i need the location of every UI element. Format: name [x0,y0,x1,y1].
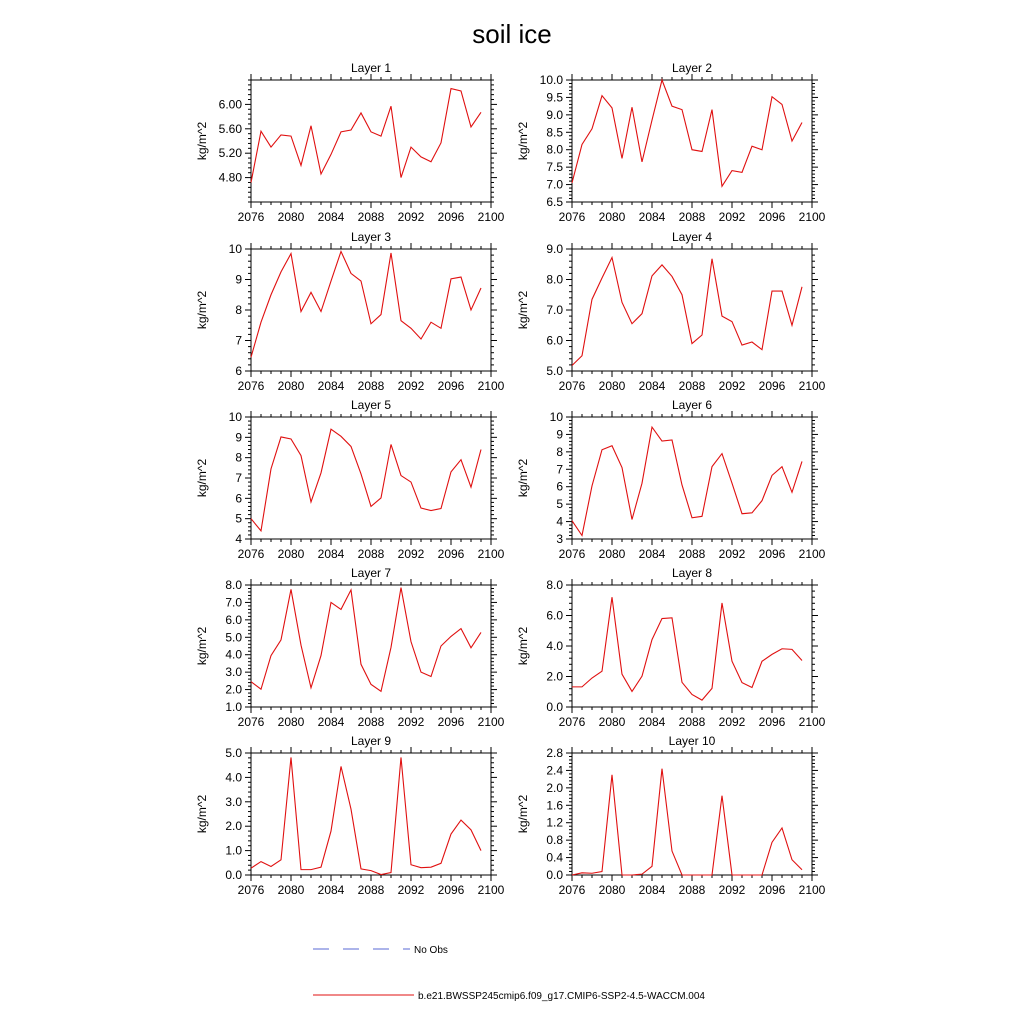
x-tick-label: 2100 [798,547,826,561]
y-tick-label: 3.0 [225,794,242,809]
y-tick-label: 10 [549,410,563,424]
y-tick-label: 2.0 [546,669,563,684]
y-tick-label: 1.0 [225,843,242,858]
x-tick-label: 2096 [437,210,465,224]
x-tick-label: 2100 [798,379,826,393]
x-tick-label: 2100 [477,210,505,224]
x-tick-label: 2092 [718,883,746,897]
x-tick-label: 2092 [718,715,746,729]
plot-frame [251,80,491,202]
x-tick-label: 2092 [397,547,425,561]
plot-frame [251,417,491,539]
y-tick-label: 10.0 [539,73,563,87]
y-tick-label: 0.0 [225,868,242,882]
x-tick-label: 2084 [317,715,345,729]
y-tick-label: 2.8 [546,746,563,760]
x-tick-label: 2080 [598,547,626,561]
y-tick-label: 7.0 [546,177,563,192]
plot-frame [251,585,491,707]
y-axis-label: kg/m^2 [516,121,530,161]
x-tick-label: 2088 [357,547,385,561]
x-tick-label: 2100 [477,379,505,393]
x-tick-label: 2084 [638,883,666,897]
panel-layer-5 [195,398,505,561]
x-tick-label: 2096 [758,547,786,561]
y-tick-label: 0.0 [546,700,563,714]
y-tick-label: 4.0 [225,770,242,785]
x-tick-label: 2076 [558,715,586,729]
x-tick-label: 2080 [277,379,305,393]
y-tick-label: 7.0 [225,595,242,610]
y-tick-label: 5.0 [225,630,242,645]
y-tick-label: 0.8 [546,833,563,848]
y-tick-label: 8.0 [546,272,563,287]
x-tick-label: 2084 [638,210,666,224]
panel-layer-4 [516,230,826,393]
x-tick-label: 2096 [437,715,465,729]
y-tick-label: 8.0 [225,578,242,592]
y-tick-label: 6.0 [546,608,563,623]
series-line-1 [572,80,802,186]
y-tick-label: 4 [556,514,563,529]
x-tick-label: 2088 [357,379,385,393]
panel-title: Layer 7 [350,566,392,580]
x-tick-label: 2076 [237,715,265,729]
x-tick-label: 2080 [277,547,305,561]
plot-frame [572,585,812,707]
panel-layer-10 [516,734,826,897]
x-tick-label: 2076 [237,547,265,561]
x-tick-label: 2076 [558,883,586,897]
panel-title: Layer 10 [668,734,716,748]
plot-frame [251,753,491,875]
x-tick-label: 2080 [277,883,305,897]
y-tick-label: 4.80 [218,170,242,185]
y-axis-label: kg/m^2 [195,794,209,834]
x-tick-label: 2100 [477,883,505,897]
x-tick-label: 2100 [477,715,505,729]
x-tick-label: 2096 [758,715,786,729]
x-tick-label: 2084 [638,379,666,393]
x-tick-label: 2096 [437,883,465,897]
x-tick-label: 2076 [558,379,586,393]
y-tick-label: 8 [235,450,242,465]
x-tick-label: 2096 [437,547,465,561]
x-tick-label: 2080 [598,210,626,224]
x-tick-label: 2092 [397,715,425,729]
x-tick-label: 2092 [718,379,746,393]
x-tick-label: 2084 [317,379,345,393]
x-tick-label: 2088 [678,715,706,729]
x-tick-label: 2088 [678,547,706,561]
y-tick-label: 5.0 [546,364,563,378]
y-tick-label: 1.2 [546,815,563,830]
y-tick-label: 5 [556,497,563,512]
y-tick-label: 9.0 [546,107,563,122]
panel-title: Layer 1 [350,61,392,75]
y-tick-label: 2.0 [546,780,563,795]
panel-title: Layer 6 [671,398,713,412]
y-tick-label: 8 [235,303,242,317]
chart-title: soil ice [472,19,552,49]
y-axis-label: kg/m^2 [195,626,209,666]
panel-grid [195,61,826,897]
series-line-1 [572,769,802,875]
panel-layer-6 [516,398,826,561]
x-tick-label: 2092 [397,210,425,224]
panel-layer-2 [516,61,826,224]
y-tick-label: 5.20 [218,146,242,161]
y-tick-label: 6.0 [546,333,563,348]
panel-title: Layer 8 [671,566,713,580]
series-line-1 [572,597,802,700]
y-tick-label: 1.6 [546,798,563,813]
x-tick-label: 2080 [598,379,626,393]
plot-frame [572,417,812,539]
y-tick-label: 9.0 [546,242,563,256]
y-tick-label: 6 [235,364,242,378]
plot-frame [251,249,491,371]
x-tick-label: 2100 [798,715,826,729]
x-tick-label: 2100 [798,883,826,897]
y-tick-label: 2.0 [225,819,242,834]
x-tick-label: 2096 [758,883,786,897]
panel-layer-1 [195,61,505,224]
y-tick-label: 6 [235,491,242,506]
y-tick-label: 8.0 [546,578,563,592]
y-tick-label: 0.0 [546,868,563,882]
x-tick-label: 2092 [397,379,425,393]
panel-title: Layer 9 [350,734,392,748]
x-tick-label: 2080 [277,715,305,729]
series-line-1 [251,251,481,357]
y-tick-label: 8 [556,444,563,459]
x-tick-label: 2084 [317,547,345,561]
y-axis-label: kg/m^2 [516,626,530,666]
y-tick-label: 9 [556,427,563,442]
panel-layer-8 [516,566,826,729]
x-tick-label: 2096 [437,379,465,393]
x-tick-label: 2076 [237,379,265,393]
x-tick-label: 2088 [678,883,706,897]
x-tick-label: 2096 [758,379,786,393]
y-tick-label: 6.5 [546,195,563,209]
y-tick-label: 5.60 [218,121,242,136]
y-axis-label: kg/m^2 [195,290,209,330]
y-tick-label: 6.0 [225,612,242,627]
x-tick-label: 2088 [357,210,385,224]
x-tick-label: 2088 [357,715,385,729]
y-axis-label: kg/m^2 [195,121,209,161]
x-tick-label: 2076 [558,547,586,561]
y-tick-label: 9 [235,272,242,287]
y-tick-label: 1.0 [225,700,242,714]
y-axis-label: kg/m^2 [195,458,209,498]
y-tick-label: 10 [228,410,242,424]
y-tick-label: 7 [235,333,242,348]
x-tick-label: 2080 [598,883,626,897]
y-axis-label: kg/m^2 [516,458,530,498]
x-tick-label: 2076 [237,883,265,897]
y-tick-label: 7 [556,462,563,477]
y-tick-label: 5.0 [225,746,242,760]
legend [313,945,705,1002]
plot-frame [572,249,812,371]
x-tick-label: 2100 [477,547,505,561]
y-tick-label: 2.0 [225,682,242,697]
x-tick-label: 2088 [678,379,706,393]
series-line-1 [572,258,802,366]
panel-title: Layer 3 [350,230,392,244]
y-tick-label: 8.0 [546,142,563,157]
y-tick-label: 0.4 [546,850,563,865]
panel-title: Layer 4 [671,230,713,244]
series-line-1 [251,757,481,874]
y-tick-label: 5 [235,511,242,526]
panel-title: Layer 5 [350,398,392,412]
y-tick-label: 3 [556,532,563,546]
x-tick-label: 2092 [718,547,746,561]
x-tick-label: 2096 [758,210,786,224]
y-axis-label: kg/m^2 [516,794,530,834]
x-tick-label: 2084 [638,547,666,561]
series-line-1 [251,89,481,183]
y-tick-label: 10 [228,242,242,256]
panel-layer-3 [195,230,505,393]
y-tick-label: 7 [235,471,242,485]
y-tick-label: 6 [556,479,563,494]
x-tick-label: 2084 [317,883,345,897]
y-axis-label: kg/m^2 [516,290,530,330]
panel-title: Layer 2 [671,61,713,75]
y-tick-label: 4.0 [546,639,563,653]
y-tick-label: 4 [235,532,242,546]
panel-layer-9 [195,734,505,897]
plot-frame [572,80,812,202]
x-tick-label: 2084 [317,210,345,224]
x-tick-label: 2080 [277,210,305,224]
x-tick-label: 2076 [558,210,586,224]
legend-label-model: b.e21.BWSSP245cmip6.f09_g17.CMIP6-SSP2-4.5-WACCM.004 [418,991,705,1002]
x-tick-label: 2088 [357,883,385,897]
x-tick-label: 2092 [718,210,746,224]
y-tick-label: 7.0 [546,303,563,317]
y-tick-label: 7.5 [546,160,563,175]
x-tick-label: 2080 [598,715,626,729]
y-tick-label: 4.0 [225,647,242,662]
series-line-1 [572,427,802,535]
y-tick-label: 9.5 [546,90,563,105]
series-line-1 [251,429,481,531]
y-tick-label: 2.4 [546,763,563,778]
panel-layer-7 [195,566,505,729]
y-tick-label: 3.0 [225,665,242,680]
legend-label-no-obs: No Obs [414,945,448,956]
series-line-1 [251,588,481,692]
y-tick-label: 8.5 [546,125,563,140]
y-tick-label: 9 [235,430,242,445]
x-tick-label: 2092 [397,883,425,897]
y-tick-label: 6.00 [218,97,242,112]
x-tick-label: 2088 [678,210,706,224]
x-tick-label: 2100 [798,210,826,224]
x-tick-label: 2076 [237,210,265,224]
x-tick-label: 2084 [638,715,666,729]
